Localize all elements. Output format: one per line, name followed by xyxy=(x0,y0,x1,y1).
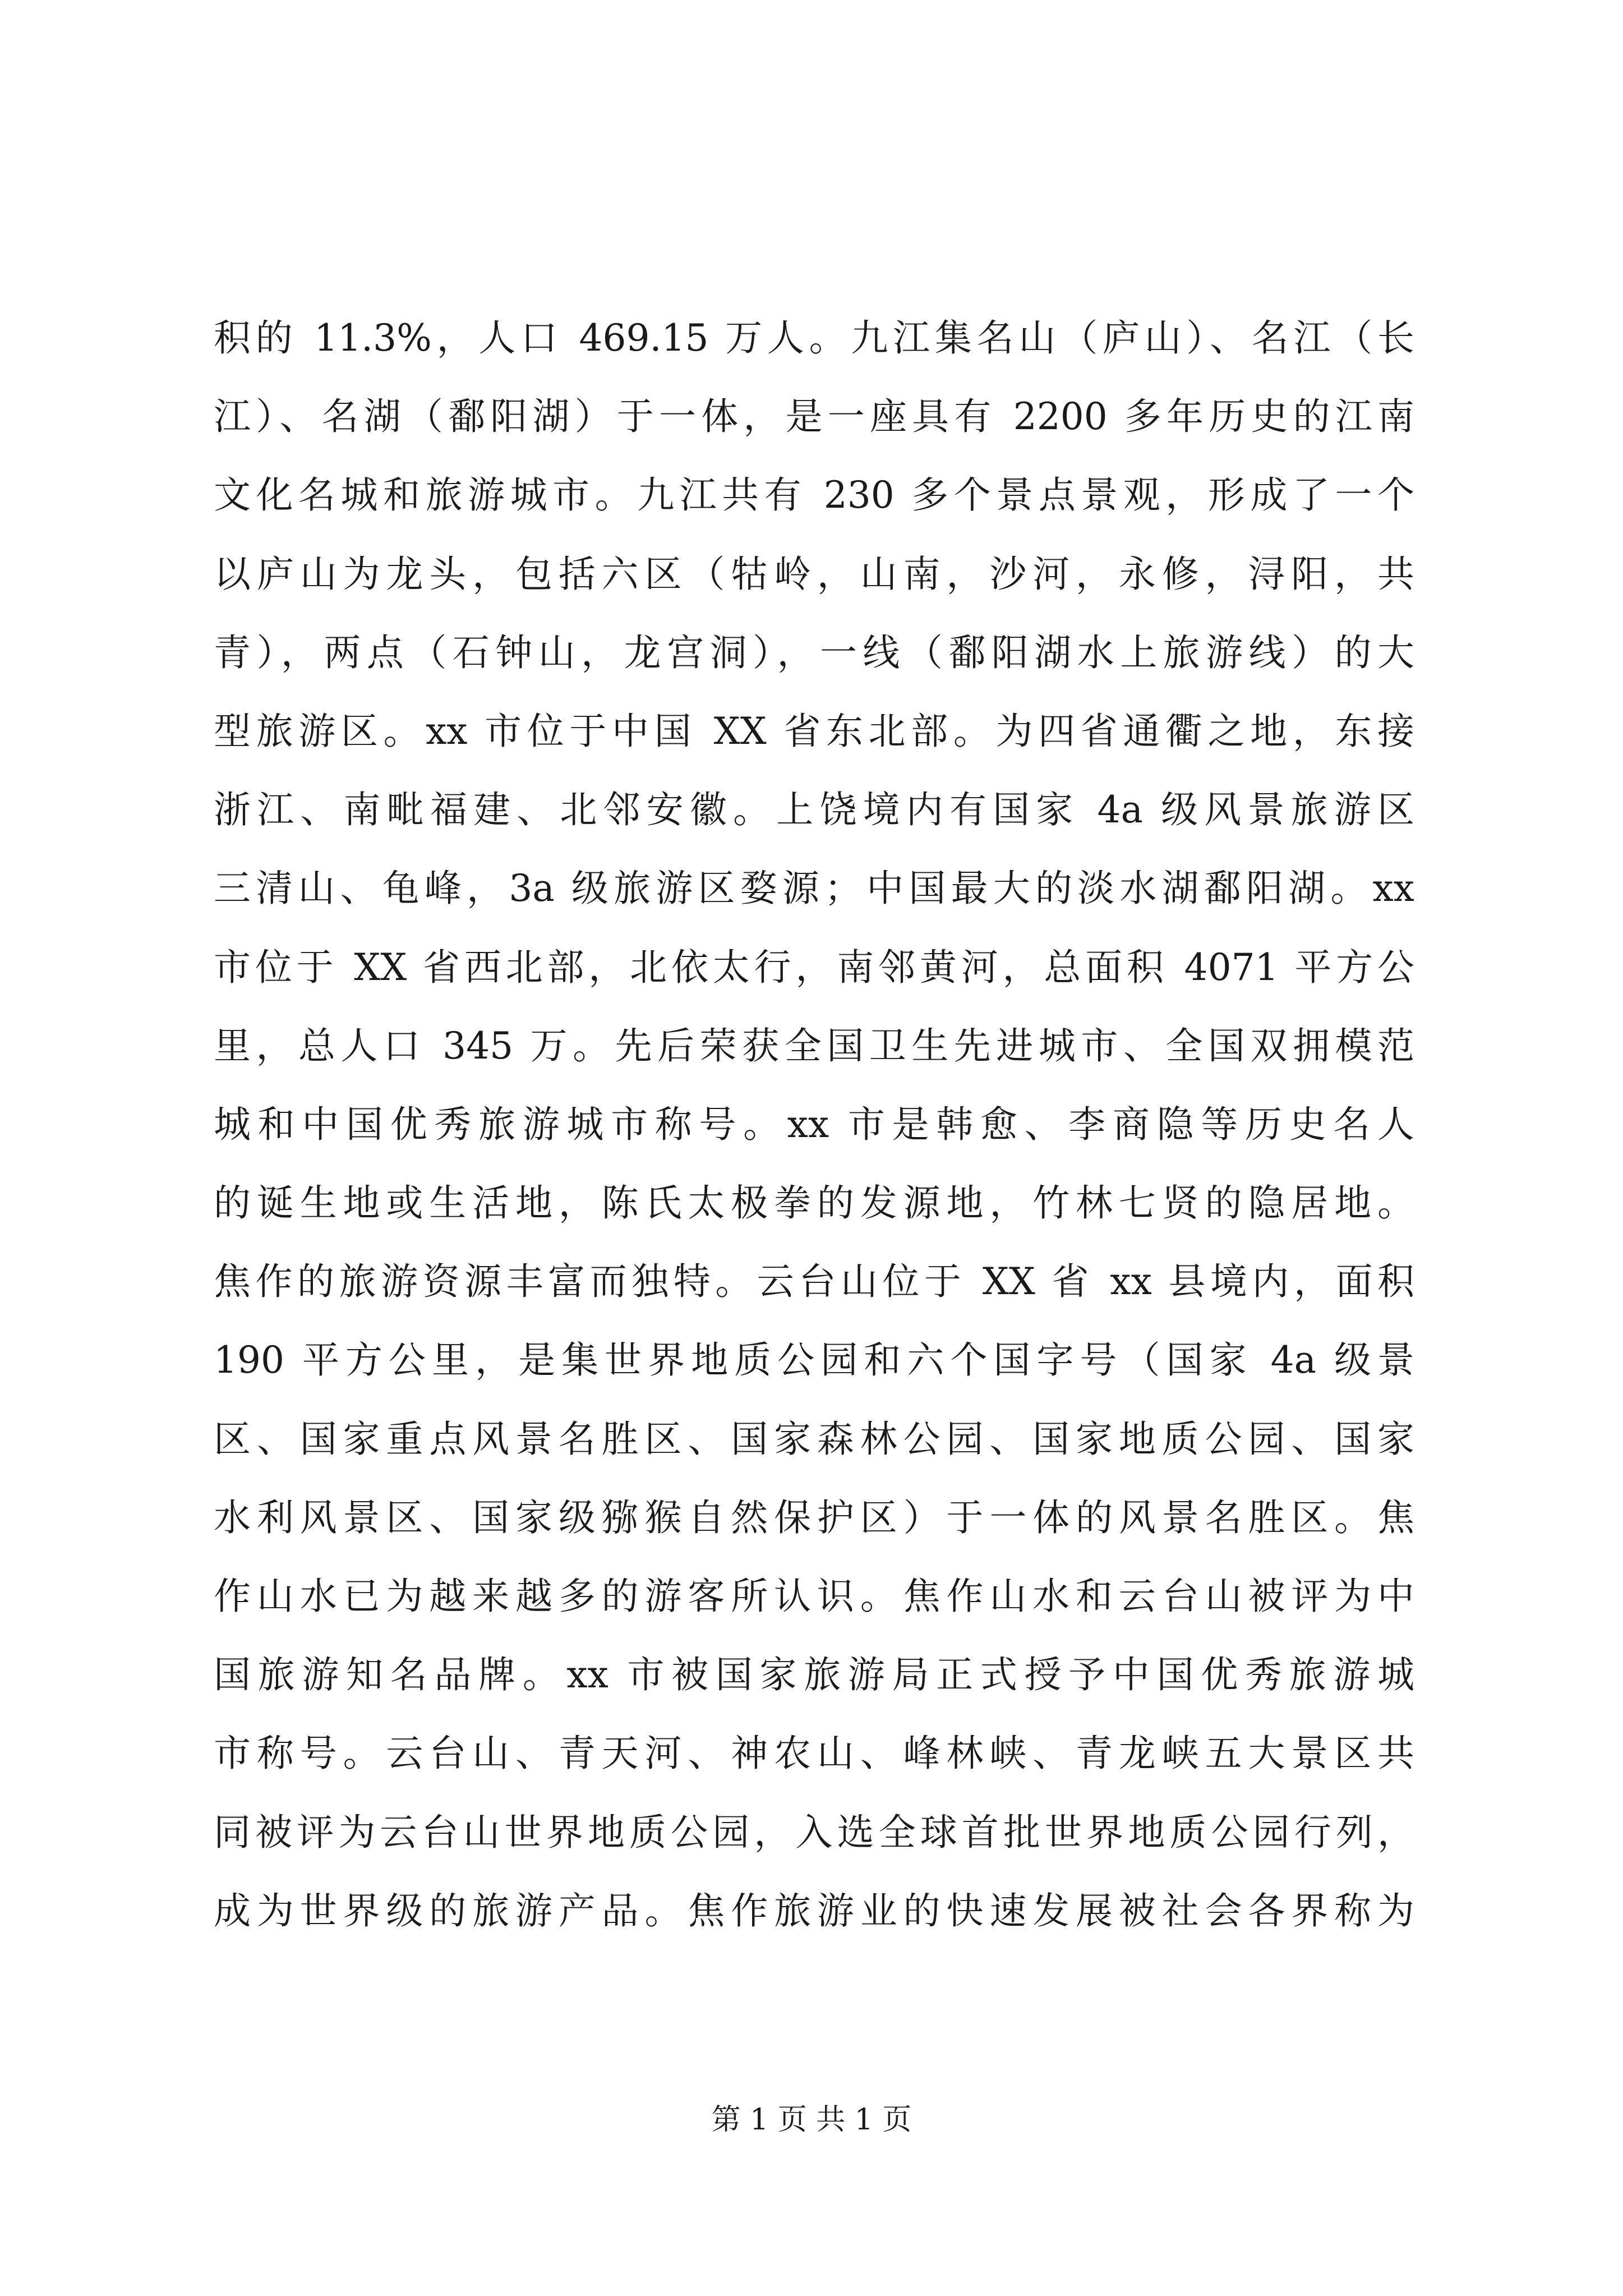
text-line: 里，总人口 345 万。先后荣获全国卫生先进城市、全国双拥模范 xyxy=(214,1024,1414,1068)
text-line: 型旅游区。xx 市位于中国 XX 省东北部。为四省通衢之地，东接 xyxy=(214,709,1414,753)
text-line: 190 平方公里，是集世界地质公园和六个国字号（国家 4a 级景 xyxy=(214,1338,1414,1382)
page-footer: 第 1 页 共 1 页 xyxy=(711,2103,912,2137)
document-body xyxy=(214,299,1414,1950)
text-line: 江）、名湖（鄱阳湖）于一体，是一座具有 2200 多年历史的江南 xyxy=(214,395,1414,439)
text-line: 成为世界级的旅游产品。焦作旅游业的快速发展被社会各界称为 xyxy=(214,1889,1414,1932)
text-line: 市位于 XX 省西北部，北依太行，南邻黄河，总面积 4071 平方公 xyxy=(214,945,1414,989)
text-line: 区、国家重点风景名胜区、国家森林公园、国家地质公园、国家 xyxy=(214,1417,1414,1461)
text-line: 市称号。云台山、青天河、神农山、峰林峡、青龙峡五大景区共 xyxy=(214,1732,1414,1775)
text-line: 水利风景区、国家级猕猴自然保护区）于一体的风景名胜区。焦 xyxy=(214,1496,1414,1539)
text-line: 国旅游知名品牌。xx 市被国家旅游局正式授予中国优秀旅游城 xyxy=(214,1653,1414,1697)
text-line: 文化名城和旅游城市。九江共有 230 多个景点景观，形成了一个 xyxy=(214,473,1414,517)
text-line: 城和中国优秀旅游城市称号。xx 市是韩愈、李商隐等历史名人 xyxy=(214,1102,1414,1146)
text-line: 青），两点（石钟山，龙宫洞），一线（鄱阳湖水上旅游线）的大 xyxy=(214,631,1414,674)
text-line: 三清山、龟峰，3a 级旅游区婺源；中国最大的淡水湖鄱阳湖。xx xyxy=(214,867,1414,910)
text-line: 积的 11.3%，人口 469.15 万人。九江集名山（庐山）、名江（长 xyxy=(214,316,1414,360)
text-line: 的诞生地或生活地，陈氏太极拳的发源地，竹林七贤的隐居地。 xyxy=(214,1181,1414,1225)
text-line: 焦作的旅游资源丰富而独特。云台山位于 XX 省 xx 县境内，面积 xyxy=(214,1260,1414,1304)
text-line: 浙江、南毗福建、北邻安徽。上饶境内有国家 4a 级风景旅游区 xyxy=(214,788,1414,832)
text-line: 作山水已为越来越多的游客所认识。焦作山水和云台山被评为中 xyxy=(214,1575,1414,1618)
text-line: 同被评为云台山世界地质公园，入选全球首批世界地质公园行列， xyxy=(214,1810,1414,1854)
text-line: 以庐山为龙头，包括六区（牯岭，山南，沙河，永修，浔阳，共 xyxy=(214,552,1414,596)
